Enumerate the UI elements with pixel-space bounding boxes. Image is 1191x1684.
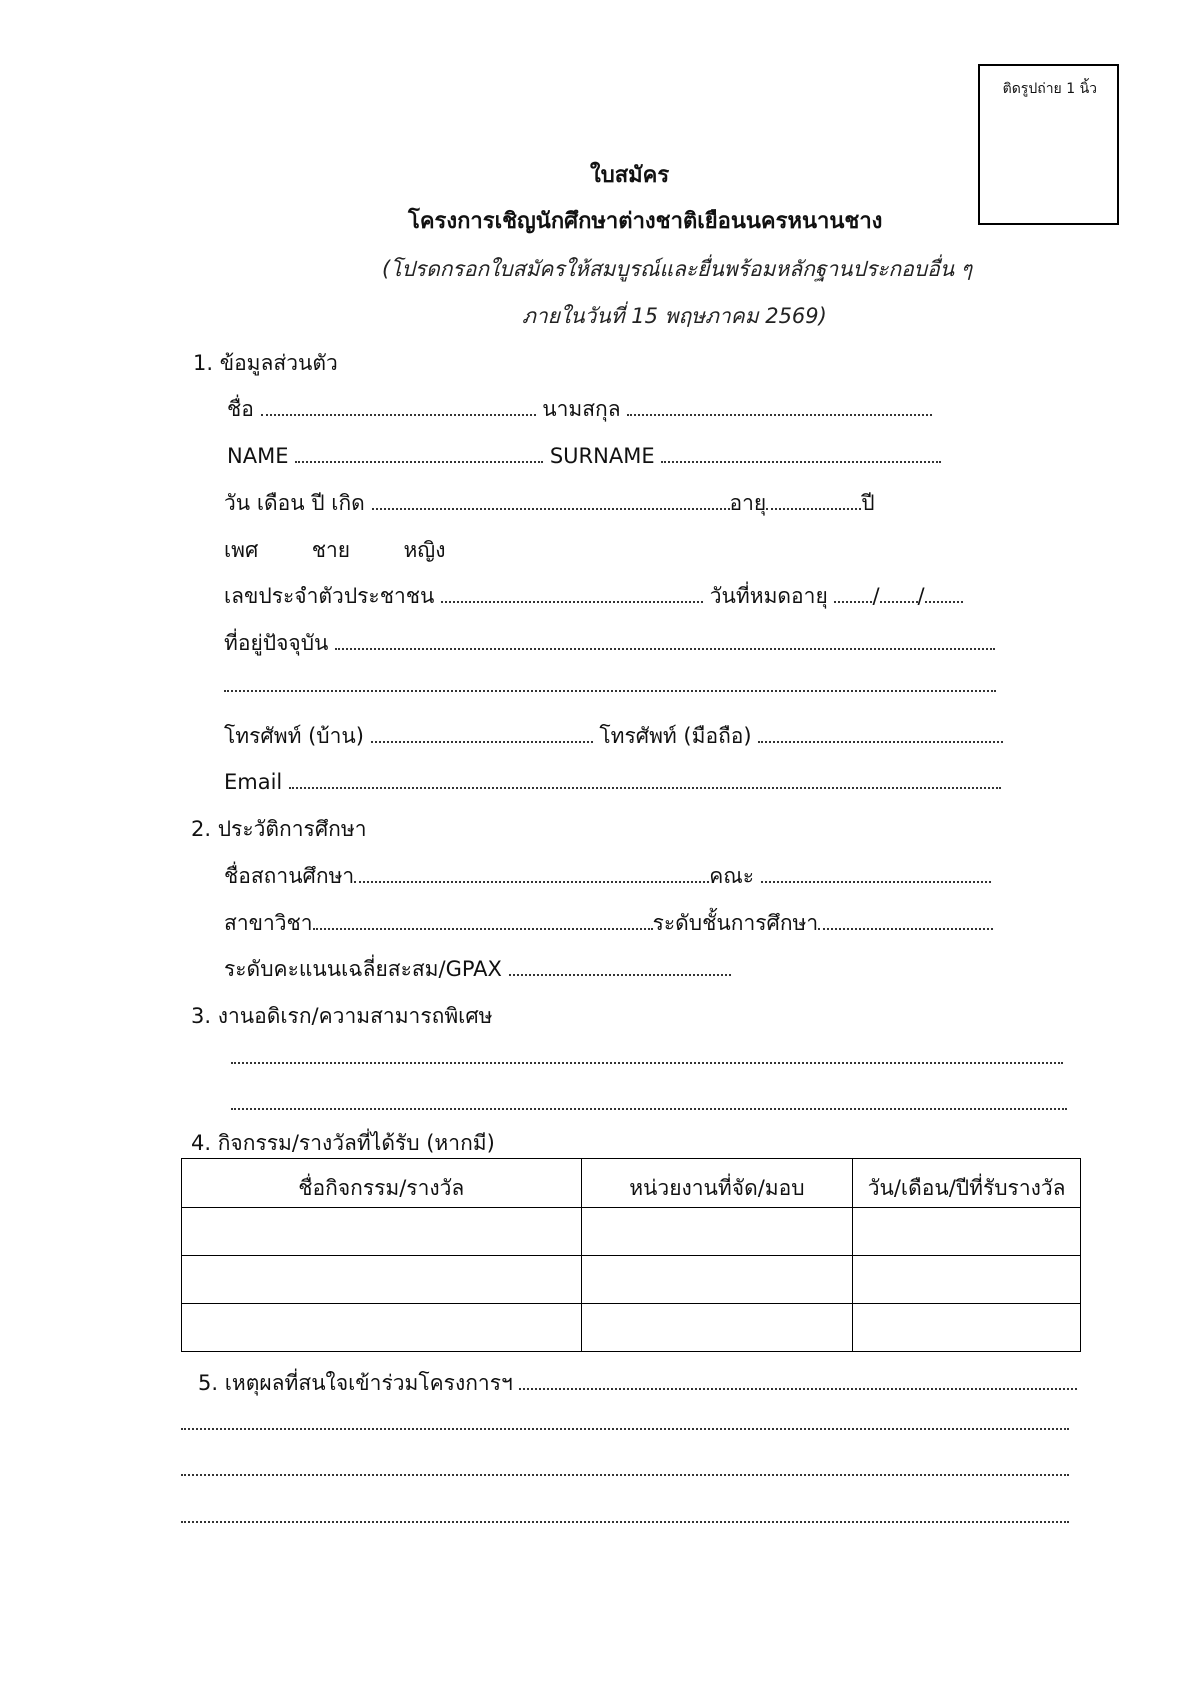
surname-en-label: SURNAME <box>549 444 655 468</box>
table-cell[interactable] <box>581 1256 853 1304</box>
gpax-label: ระดับคะแนนเฉลี่ยสะสม/GPAX <box>224 957 502 981</box>
expiry-year-field[interactable] <box>925 583 963 603</box>
major-label: สาขาวิชา <box>224 911 313 935</box>
form-instruction-2: ภายในวันที่ 15 พฤษภาคม 2569) <box>522 304 827 328</box>
table-cell[interactable] <box>853 1304 1081 1352</box>
birthdate-field[interactable] <box>372 490 730 510</box>
id-field[interactable] <box>441 583 703 603</box>
hobby-line-2[interactable] <box>231 1108 1067 1110</box>
form-subtitle: โครงการเชิญนักศึกษาต่างชาติเยือนนครหนานชาง <box>408 209 883 234</box>
reason-line-3[interactable] <box>181 1474 1069 1476</box>
name-en-label: NAME <box>227 444 289 468</box>
col-award-date: วัน/เดือน/ปีที่รับรางวัล <box>853 1159 1081 1208</box>
form-title: ใบสมัคร <box>590 163 670 188</box>
table-cell[interactable] <box>182 1304 582 1352</box>
gpax-row <box>224 956 731 982</box>
phone-mobile-label: โทรศัพท์ (มือถือ) <box>599 724 752 748</box>
expiry-label: วันที่หมดอายุ <box>709 584 828 608</box>
table-row <box>182 1208 1081 1256</box>
reason-line-4[interactable] <box>181 1521 1069 1523</box>
email-label: Email <box>224 770 283 794</box>
gender-row <box>224 537 445 563</box>
gender-female-option[interactable]: หญิง <box>403 538 446 562</box>
reason-line-2[interactable] <box>181 1428 1069 1430</box>
table-row <box>182 1304 1081 1352</box>
form-instruction-1: (โปรดกรอกใบสมัครให้สมบูรณ์และยื่นพร้อมหลักฐานประกอบอื่น ๆ <box>382 257 973 281</box>
name-label: ชื่อ <box>227 397 254 421</box>
surname-field[interactable] <box>627 396 932 416</box>
faculty-label: คณะ <box>709 864 755 888</box>
section-3-heading: 3. งานอดิเรก/ความสามารถพิเศษ <box>191 1004 493 1028</box>
faculty-field[interactable] <box>761 863 991 883</box>
id-row <box>224 583 963 609</box>
age-unit: ปี <box>861 491 875 515</box>
institution-label: ชื่อสถานศึกษา <box>224 864 355 888</box>
reason-row <box>198 1370 1077 1396</box>
gender-male-option[interactable]: ชาย <box>311 538 351 562</box>
institution-field[interactable] <box>354 863 709 883</box>
expiry-sep-1: / <box>872 584 880 608</box>
email-field[interactable] <box>289 769 1001 789</box>
photo-box-label: ติดรูปถ่าย 1 นิ้ว <box>1002 81 1097 97</box>
address-row <box>224 630 995 656</box>
birthdate-label: วัน เดือน ปี เกิด <box>224 491 365 515</box>
table-cell[interactable] <box>581 1208 853 1256</box>
phone-row <box>224 723 1003 749</box>
level-field[interactable] <box>818 910 993 930</box>
surname-label: นามสกุล <box>542 397 621 421</box>
name-en-row <box>227 443 941 469</box>
phone-mobile-field[interactable] <box>758 723 1003 743</box>
section-5-heading: 5. เหตุผลที่สนใจเข้าร่วมโครงการฯ <box>198 1371 513 1395</box>
level-label: ระดับชั้นการศึกษา <box>652 911 819 935</box>
major-row <box>224 910 993 936</box>
table-cell[interactable] <box>581 1304 853 1352</box>
phone-home-field[interactable] <box>371 723 593 743</box>
section-4-heading: 4. กิจกรรม/รางวัลที่ได้รับ (หากมี) <box>191 1131 495 1155</box>
address-field[interactable] <box>335 630 995 650</box>
photo-box <box>978 64 1119 225</box>
section-1-heading: 1. ข้อมูลส่วนตัว <box>193 351 338 375</box>
surname-en-field[interactable] <box>661 443 941 463</box>
table-row <box>182 1256 1081 1304</box>
col-organizer: หน่วยงานที่จัด/มอบ <box>581 1159 853 1208</box>
table-cell[interactable] <box>853 1208 1081 1256</box>
institution-row <box>224 863 991 889</box>
address-line-2[interactable] <box>224 690 996 692</box>
phone-home-label: โทรศัพท์ (บ้าน) <box>224 724 364 748</box>
birthdate-row <box>224 490 875 516</box>
name-en-field[interactable] <box>295 443 543 463</box>
expiry-month-field[interactable] <box>880 583 918 603</box>
table-cell[interactable] <box>182 1208 582 1256</box>
name-row <box>227 396 932 422</box>
gpax-field[interactable] <box>509 956 731 976</box>
section-2-heading: 2. ประวัติการศึกษา <box>191 817 367 841</box>
table-cell[interactable] <box>182 1256 582 1304</box>
expiry-day-field[interactable] <box>834 583 872 603</box>
hobby-line-1[interactable] <box>231 1062 1063 1064</box>
address-label: ที่อยู่ปัจจุบัน <box>224 631 329 655</box>
major-field[interactable] <box>313 910 653 930</box>
activity-table <box>181 1158 1081 1352</box>
gender-label: เพศ <box>224 538 259 562</box>
email-row <box>224 769 1001 795</box>
table-cell[interactable] <box>853 1256 1081 1304</box>
name-field[interactable] <box>261 396 536 416</box>
reason-field[interactable] <box>519 1370 1077 1390</box>
col-activity-name: ชื่อกิจกรรม/รางวัล <box>182 1159 582 1208</box>
age-label: อายุ <box>729 491 767 515</box>
table-header-row <box>182 1159 1081 1208</box>
expiry-sep-2: / <box>917 584 925 608</box>
id-label: เลขประจำตัวประชาชน <box>224 584 435 608</box>
age-field[interactable] <box>766 490 861 510</box>
